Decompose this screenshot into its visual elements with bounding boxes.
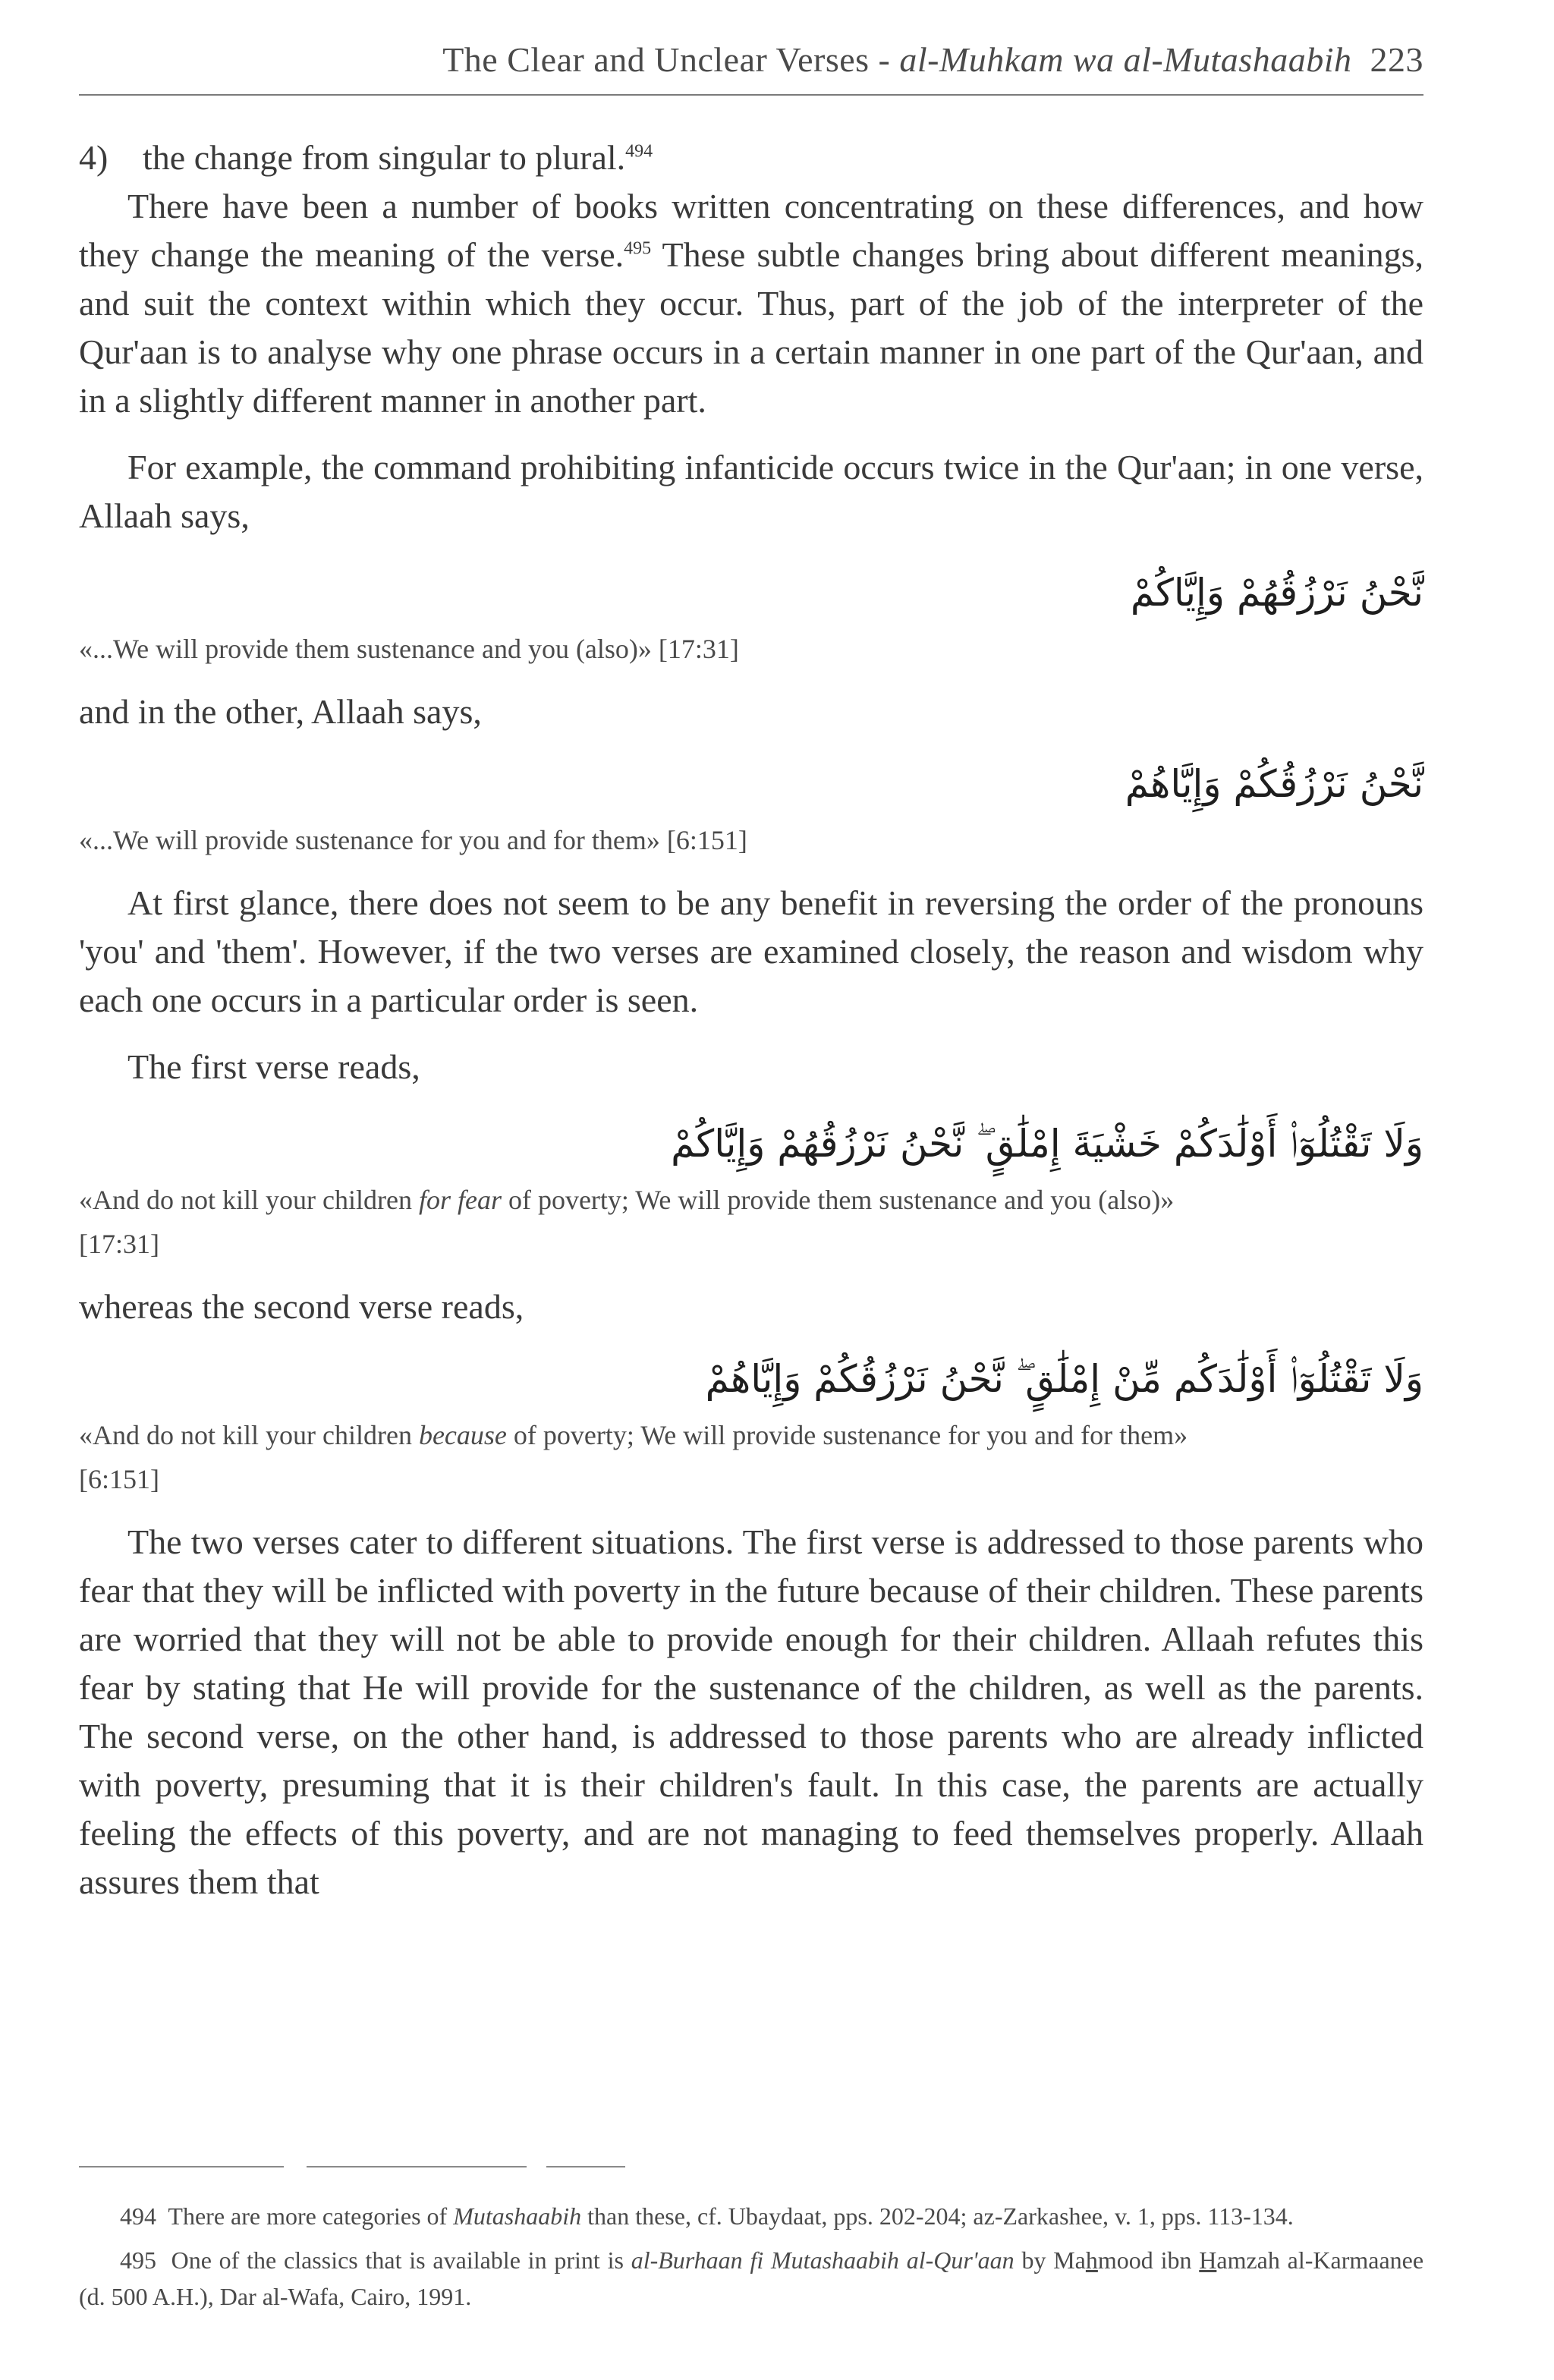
- footnote-text-cont: amzah al-Karmaanee (d. 500 A.H.), Dar al-Wafa, Cairo, 1991.: [79, 2246, 1424, 2310]
- footnote-495: [79, 2242, 1423, 2315]
- verse-4-emphasis: because: [418, 1420, 507, 1450]
- verse-1-translation: «...We will provide them sustenance and you (also)» [17:31]: [79, 634, 739, 664]
- footnote-text-cont: by Ma: [1014, 2246, 1086, 2274]
- verse-4-text-cont: of poverty; We will provide sustenance for you and for them» [6:151]: [79, 1420, 1188, 1494]
- paragraph-1-text-cont: These subtle changes bring about different meanings, and suit the context within which they occur. Thus, part of the job of the interpreter of the Qur'aan is to analyse why one phrase occurs in a certain manner in one part of the Qur'aan, and in a slightly different manner in another part.: [79, 235, 1423, 420]
- verse-4-text: «And do not kill your children: [79, 1420, 419, 1450]
- footnotes: [79, 2198, 1423, 2322]
- footnote-text-cont: mood ibn: [1097, 2246, 1200, 2274]
- footnote-italic: al-Burhaan fi Mutashaabih al-Qur'aan: [631, 2246, 1015, 2274]
- list-text: the change from singular to plural.: [143, 138, 626, 177]
- paragraph-1: [79, 182, 1423, 425]
- verse-3-text-cont: of poverty; We will provide them sustenance and you (also)» [17:31]: [79, 1185, 1175, 1259]
- paragraph-1-text: There have been a number of books written concentrating on these differences, and how they change the meaning of the verse.: [79, 187, 1423, 274]
- page-body: [79, 134, 1423, 1925]
- arabic-verse-4: وَلَا تَقْتُلُوٓا۟ أَوْلَٰدَكُم مِّنْ إِمْلَٰقٍ ۖ نَّحْنُ نَرْزُقُكُمْ وَإِيَّاهُمْ: [705, 1357, 1423, 1401]
- footnote-number: 495: [120, 2246, 156, 2274]
- footnote-ref-494[interactable]: 494: [625, 141, 653, 162]
- paragraph-2: For example, the command prohibiting infanticide occurs twice in the Qur'aan; in one verse, Allaah says,: [79, 448, 1423, 535]
- arabic-verse-1: نَّحْنُ نَرْزُقُهُمْ وَإِيَّاكُمْ: [1130, 571, 1423, 615]
- verse-3-translation: [79, 1178, 1217, 1266]
- list-number: 4): [79, 138, 109, 177]
- paragraph-7: The two verses cater to different situations. The first verse is addressed to those parents who fear that they will be inflicted with poverty in the future because of their children. These parents are worried that they will not be able to provide enough for their children. Allaah refutes this fear by stating that He will provide for the sustenance of the children, as well as the parents. The second verse, on the other hand, is addressed to those parents who are already inflicted with poverty, presuming that it is their children's fault. In this case, the parents are actually feeling the effects of this poverty, and are not managing to feed themselves properly. Allaah assures them that: [79, 1522, 1423, 1901]
- footnote-text: One of the classics that is available in print is: [171, 2246, 631, 2274]
- arabic-verse-2: نَّحْنُ نَرْزُقُكُمْ وَإِيَّاهُمْ: [1125, 762, 1423, 806]
- footnote-ref-495[interactable]: 495: [624, 238, 652, 259]
- paragraph-3: and in the other, Allaah says,: [79, 692, 482, 731]
- header-rule: [79, 94, 1423, 96]
- footnote-separator: [79, 2166, 686, 2169]
- arabic-verse-3: وَلَا تَقْتُلُوٓا۟ أَوْلَٰدَكُمْ خَشْيَةَ إِمْلَٰقٍ ۖ نَّحْنُ نَرْزُقُهُمْ وَإِيَّاكُمْ: [671, 1122, 1423, 1166]
- paragraph-6: whereas the second verse reads,: [79, 1287, 524, 1326]
- footnote-text-cont: than these, cf. Ubaydaat, pps. 202-204; az-Zarkashee, v. 1, pps. 113-134.: [581, 2202, 1294, 2230]
- verse-2-translation: «...We will provide sustenance for you and for them» [6:151]: [79, 825, 747, 855]
- header-title: The Clear and Unclear Verses -: [442, 40, 900, 79]
- footnote-underlined-letter: H: [1199, 2246, 1217, 2274]
- footnote-underlined-letter: h: [1085, 2246, 1098, 2274]
- verse-3-text: «And do not kill your children: [79, 1185, 419, 1215]
- footnote-number: 494: [120, 2202, 156, 2230]
- list-item-4: [79, 134, 1423, 182]
- header-title-italic: al-Muhkam wa al-Mutashaabih: [899, 40, 1352, 79]
- footnote-italic: Mutashaabih: [453, 2202, 582, 2230]
- paragraph-5: The first verse reads,: [127, 1047, 420, 1086]
- verse-3-emphasis: for fear: [418, 1185, 502, 1215]
- page-number: 223: [1370, 40, 1423, 79]
- footnote-494: [79, 2198, 1423, 2234]
- verse-4-translation: [79, 1413, 1217, 1501]
- running-header: [79, 39, 1423, 80]
- paragraph-4: At first glance, there does not seem to be any benefit in reversing the order of the pronouns 'you' and 'them'. However, if the two verses are examined closely, the reason and wisdom why each one occurs in a particular order is seen.: [79, 883, 1423, 1019]
- footnote-text: There are more categories of: [168, 2202, 454, 2230]
